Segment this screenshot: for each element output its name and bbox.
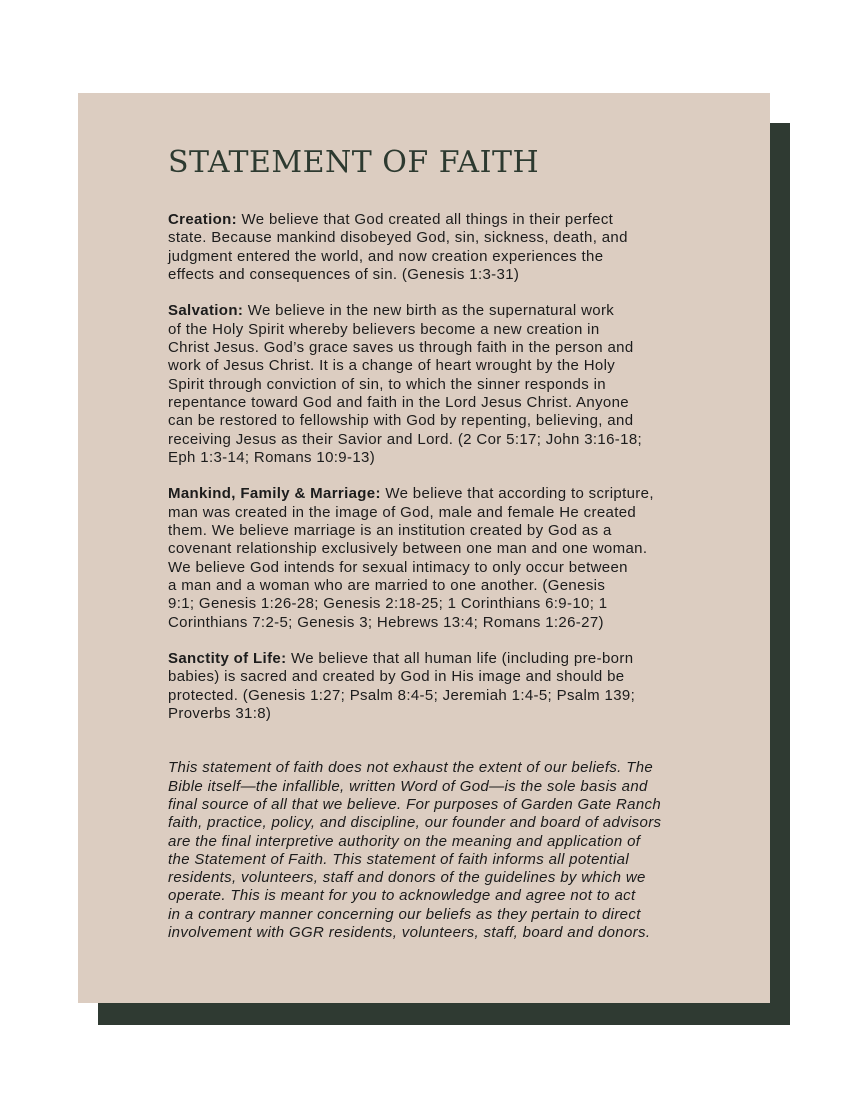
closing-note: This statement of faith does not exhaust the extent of our beliefs. The Bible itself—the infallible, written Word of God—is the sole basis and final source of all that we believe. For purposes of Garden Gate Ranch faith, practice, policy, and discipline, our founder and board of advisors are the final interpretive authority on the meaning and application of the Statement of Faith. This statement of faith informs all potential residents, volunteers, staff and donors of the guidelines by which we operate. This is meant for you to acknowledge and agree not to act in a contrary manner concerning our beliefs as they pertain to direct involvement with GGR residents, volunteers, staff, board and donors.: [168, 759, 662, 941]
section-text: We believe in the new birth as the supernatural work of the Holy Spirit whereby believers become a new creation in Christ Jesus. God’s grace saves us through faith in the person and work of Jesus Christ. It is a change of heart wrought by the Holy Spirit through conviction of sin, to which the sinner responds in repentance toward God and faith in the Lord Jesus Christ. Anyone can be restored to fellowship with God by repenting, believing, and receiving Jesus as their Savior and Lord. (2 Cor 5:17; John 3:16-18; Eph 1:3-14; Romans 10:9-13): [168, 302, 643, 466]
section-salvation: [168, 302, 768, 467]
page-title: STATEMENT OF FAITH: [168, 145, 540, 180]
section-label: Mankind, Family & Marriage:: [168, 485, 381, 503]
section-label: Salvation:: [168, 302, 244, 320]
section-text: We believe that all human life (including pre-born babies) is sacred and created by God in His image and should be protected. (Genesis 1:27; Psalm 8:4-5; Jeremiah 1:4-5; Psalm 139; Proverbs 31:8): [168, 650, 636, 723]
section-text: We believe that God created all things in their perfect state. Because mankind disobeyed God, sin, sickness, death, and judgment entered the world, and now creation experiences the effects and consequences of sin. (Genesis 1:3-31): [168, 211, 628, 283]
section-creation: [168, 211, 768, 284]
section-label: Creation:: [168, 211, 237, 228]
section-sanctity-of-life: [168, 650, 768, 723]
section-label: Sanctity of Life:: [168, 650, 287, 668]
statement-body: [168, 211, 768, 957]
section-mankind-family-marriage: [168, 485, 768, 631]
section-text: We believe that according to scripture, man was created in the image of God, male and female He created them. We believe marriage is an institution created by God as a covenant relationship exclusively between one man and one woman. We believe God intends for sexual intimacy to only occur between a man and a woman who are married to one another. (Genesis 9:1; Genesis 1:26-28; Genesis 2:18-25; 1 Corinthians 6:9-10; 1 Corinthians 7:2-5; Genesis 3; Hebrews 13:4; Romans 1:26-27): [168, 485, 654, 631]
